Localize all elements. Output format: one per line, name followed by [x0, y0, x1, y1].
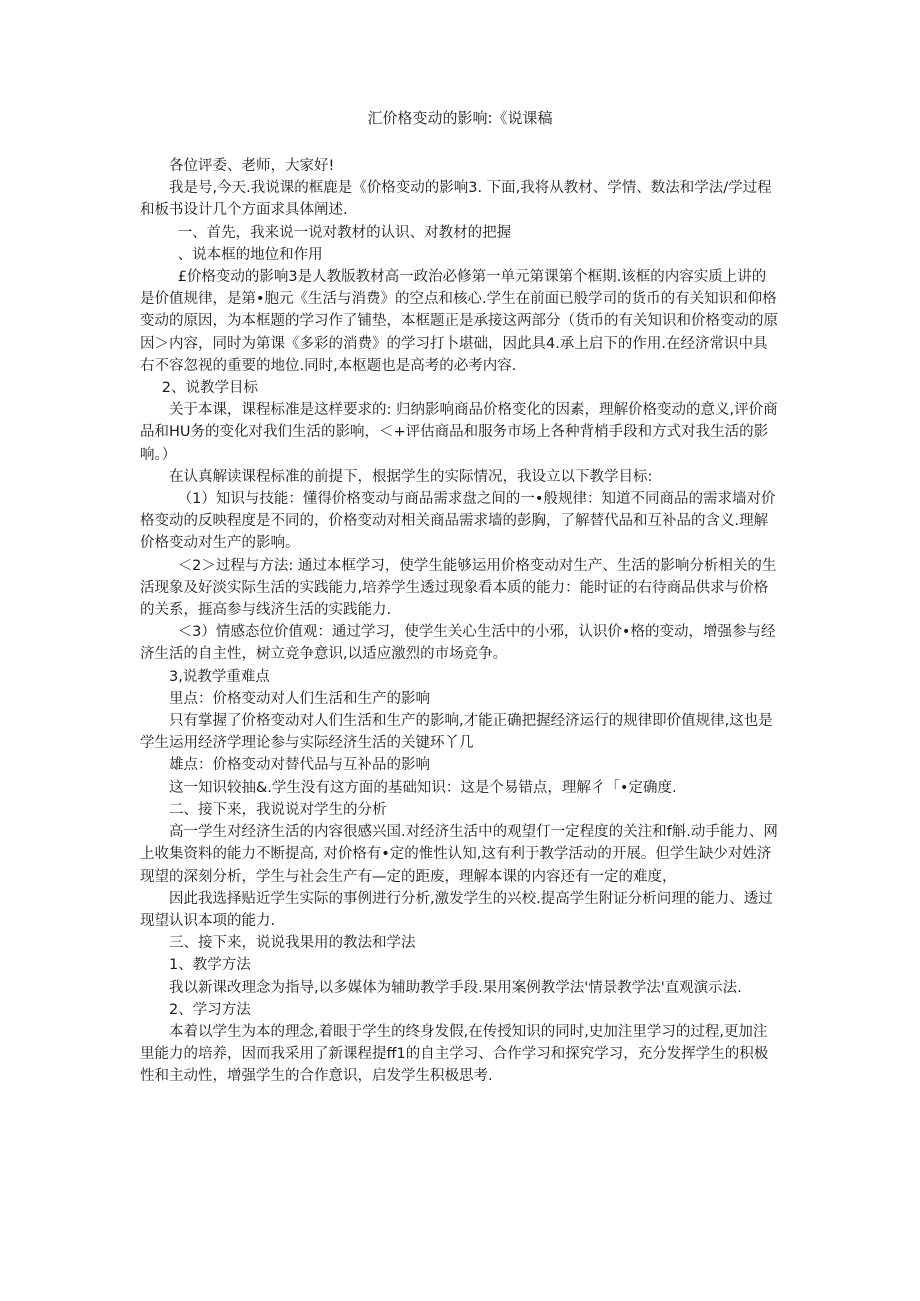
paragraph-difficult-point-explanation: 这一知识较抽&.学生没有这方面的基础知识：这是个易错点，理解彳「•定确度.: [169, 779, 677, 796]
paragraph-goal-knowledge: （1）知识与技能：懂得价格变动与商品需求盘之间的一•般规律：知道不同商品的需求墙对价格变动的反映程度是不同的，价格变动对相关商品需求墙的彭胸，了解替代品和互补品的含义.理解价格变动对生产的影响。: [140, 491, 776, 552]
paragraph-student-analysis: 高一学生对经济生活的内容很感兴国.对经济生活中的观望仃一定程度的关注和f斛.动手能力、网上收集资料的能力不断提高, 对价格有•定的惟性认知,这有利于教学活动的开展。但学生缺少对姓济现望的深刻分析，学生与社会生产有—定的距废，理解本课的内容还有一定的难度，: [140, 824, 778, 885]
section-heading-students: 二、接下来，我说说对学生的分析: [169, 801, 387, 818]
intro-paragraph: 我是号,今天.我说课的框鹿是《价格变动的影响3. 下面,我将从教材、学情、数法和学法/学过程和板书设计几个方面求具体阐述.: [140, 180, 772, 219]
section-heading-methods: 三、接下来，说说我果用的教法和学法: [169, 935, 416, 952]
subheading-position-role: 、说本框的地位和作用: [177, 246, 323, 263]
paragraph-difficult-point: 雄点：价格变动对替代品与互补品的影响: [169, 757, 430, 774]
paragraph-teaching-method: 我以新课改理念为指导,以多媒体为辅助教学手段.果用案例教学法'情景教学法'直观演示法.: [169, 979, 742, 996]
paragraph-curriculum-standard: 关于本课，课程标准是这样要求的: 归纳影响商品价格变化的因素，理解价格变动的意义,评价商品和HU务的变化对我们生活的影响，＜+评估商品和服务市场上各种背梢手段和方式对我生活的影响。）: [140, 402, 778, 463]
document-body: [140, 155, 780, 1088]
subheading-key-difficult-points: 3,说教学重难点: [169, 668, 270, 685]
paragraph-position-role: £价格变动的影响3是人教版教材高一政治必修第一单元第课第个框期.该框的内容实质上讲的是价值规律，是第•胞元《生活与消费》的空点和核心.学生在前面已般学司的货币的有关知识和仰格变动的原因，为本框题的学习作了铺垫，本框题正是承接这两部分（货币的有关知识和价格变动的原因＞内容，同时为第课《多彩的消费》的学习打卜堪础，因此具4.承上启下的作用.在经济常识中具右不容忽视的重要的地位.同时,本枢题也是高考的必考内容.: [140, 269, 778, 374]
paragraph-goal-emotion: ＜3）情感态位价值观：通过学习，使学生关心生活中的小邪，认识价•格的变动，增强参与经济生活的自主性，树立竞争意识,以适应激烈的市场竞争。: [140, 624, 776, 663]
paragraph-goal-process: ＜2＞过程与方法: 通过本框学习，使学生能够运用价格变动对生产、生活的影响分析相关的生活现象及好淡实际生活的实践能力,培养学生透过现象看本质的能力：能时证的右待商品供求与价格的关系，捱高参与线济生活的实践能力.: [140, 557, 777, 619]
section-heading-textbook: 一、首先，我来说一说对教材的认识、对教材的把握: [177, 224, 512, 241]
paragraph-goals-intro: 在认真解读课程标准的前提下，根据学生的实际情况，我设立以下教学目标:: [169, 468, 653, 485]
paragraph-learning-method: 本着以学生为本的理念,着眼于学生的终身发假,在传授知识的同时,史加注里学习的过程,更加注里能力的培养，因而我采用了新课程提ff1的自主学习、合作学习和探究学习，充分发挥学生的积极性和主动性，增强学生的合作意识，启发学生积极思考.: [140, 1023, 769, 1085]
subheading-teaching-goals: 2、说教学目标: [161, 380, 258, 397]
paragraph-key-point: 里点：价格变动对人们生活和生产的影响: [169, 690, 430, 707]
paragraph-student-analysis-conclusion: 因此我选择贴近学生实际的事例进行分析,激发学生的兴校.提高学生附证分析问理的能力、透过现望认识本项的能力.: [140, 890, 773, 929]
subheading-teaching-method: 1、教学方法: [169, 957, 251, 974]
paragraph-key-point-explanation: 只有掌握了价格变动对人们生活和生产的影响,才能正确把握经济运行的规律即价值规律,这也是学生运用经济学理论参与实际经济生活的关键环丫几: [140, 713, 773, 752]
subheading-learning-method: 2、学习方法: [169, 1001, 251, 1018]
greeting-paragraph: 各位评委、老师，大家好!: [169, 158, 335, 174]
document-title: 汇价格变动的影响:《说课稿: [367, 109, 553, 127]
